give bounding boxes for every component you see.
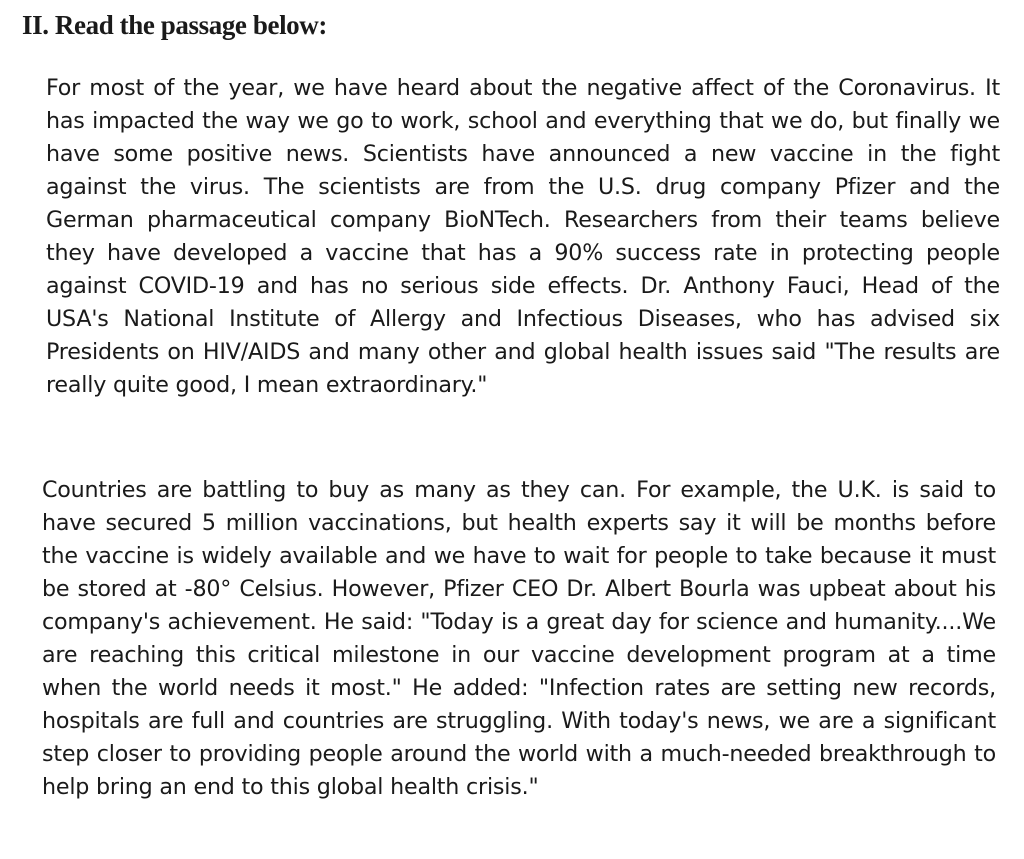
passage-paragraph-2: Countries are battling to buy as many as they can. For example, the U.K. is said to have secured 5 million vaccinations, but health experts say it will be months before the vaccine is widely available and we have to wait for people to take because it must be stored at -80° Celsius. However, Pfizer CEO Dr. Albert Bourla was upbeat about his company's achievement. He said: "Today is a great day for science and humanity....We are reaching this critical milestone in our vaccine development program at a time when the world needs it most." He added: "Infection rates are setting new records, hospitals are full and countries are struggling. With today's news, we are a significant step closer to providing people around the world with a much-needed breakthrough to help bring an end to this global health crisis.": [42, 477, 996, 800]
passage-paragraph-1: For most of the year, we have heard about the negative affect of the Coronavirus. It has impacted the way we go to work, school and everything that we do, but finally we have some positive news. Scientists have announced a new vaccine in the fight against the virus. The scientists are from the U.S. drug company Pfizer and the German pharmaceutical company BioNTech. Researchers from their teams believe they have developed a vaccine that has a 90% success rate in protecting people against COVID-19 and has no serious side effects. Dr. Anthony Fauci, Head of the USA's National Institute of Allergy and Infectious Diseases, who has advised six Presidents on HIV/AIDS and many other and global health issues said "The results are really quite good, I mean extraordinary.": [46, 75, 1000, 398]
section-heading: II. Read the passage below:: [22, 10, 327, 40]
